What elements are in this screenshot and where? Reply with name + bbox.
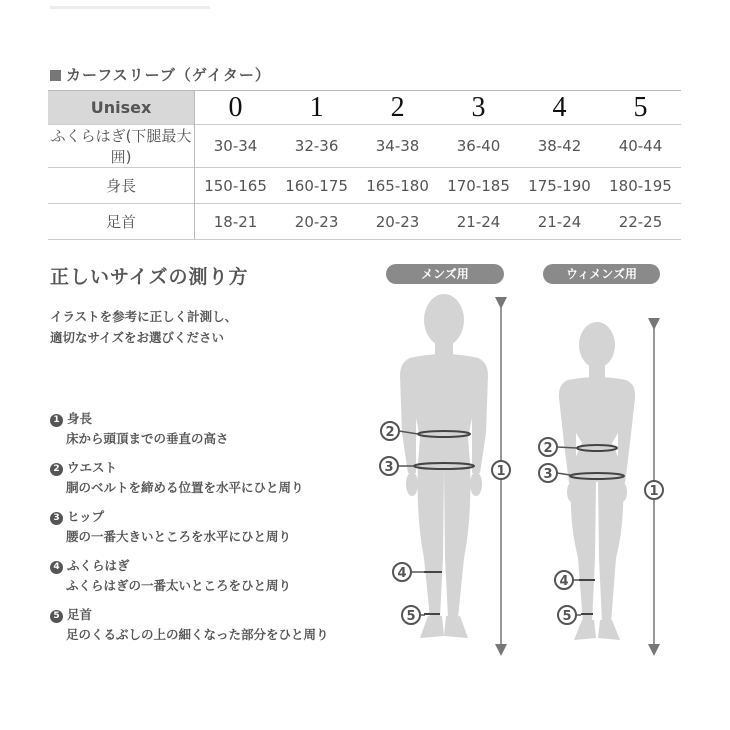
howto-title: 正しいサイズの測り方 — [50, 266, 249, 288]
marker-label: 4 — [559, 574, 569, 589]
table-cell: 20-23 — [276, 204, 357, 240]
marker-1-icon — [645, 481, 663, 499]
number-3-icon: 3 — [50, 512, 63, 525]
table-cell: 21-24 — [519, 204, 600, 240]
howto-intro — [50, 306, 237, 348]
table-cell: 150-165 — [195, 168, 277, 204]
measure-item-heading — [50, 606, 380, 624]
marker-label: 4 — [397, 566, 407, 581]
table-cell: 175-190 — [519, 168, 600, 204]
size-header-row — [48, 91, 681, 125]
size-1-header: 1 — [276, 91, 357, 125]
table-cell: 32-36 — [276, 125, 357, 168]
measure-item-desc: 胴のベルトを締める位置を水平にひと周り — [66, 480, 304, 495]
top-decoration — [50, 6, 210, 9]
size-5-header: 5 — [600, 91, 681, 125]
row-label-ankle: 足首 — [48, 204, 195, 240]
intro-line: 適切なサイズをお選びください — [50, 330, 225, 345]
number-5-icon: 5 — [50, 610, 63, 623]
measure-item-title: ウエスト — [67, 460, 118, 475]
section-title — [50, 64, 271, 85]
measure-item-title: 足首 — [67, 607, 93, 622]
table-row-height — [48, 168, 681, 204]
measure-item-title: ヒップ — [67, 509, 105, 524]
size-4-header: 4 — [519, 91, 600, 125]
table-cell: 40-44 — [600, 125, 681, 168]
measure-item-waist — [50, 459, 380, 499]
unisex-header-cell: Unisex — [48, 91, 195, 125]
measure-item-desc: 足のくるぶしの上の細くなった部分をひと周り — [66, 627, 329, 642]
table-cell: 20-23 — [357, 204, 438, 240]
size-2-header: 2 — [357, 91, 438, 125]
marker-label: 2 — [543, 441, 553, 456]
table-cell: 34-38 — [357, 125, 438, 168]
table-cell: 36-40 — [438, 125, 519, 168]
measure-item-heading — [50, 557, 380, 575]
marker-label: 3 — [384, 460, 394, 475]
measurement-figures — [360, 258, 700, 678]
size-table — [48, 90, 681, 240]
measure-item-calf — [50, 557, 380, 597]
marker-5-icon — [402, 606, 425, 624]
measure-item-title: ふくらはぎ — [67, 558, 130, 573]
measure-item-heading — [50, 410, 380, 428]
number-4-icon: 4 — [50, 561, 63, 574]
size-3-header: 3 — [438, 91, 519, 125]
marker-label: 3 — [543, 467, 553, 482]
table-cell: 180-195 — [600, 168, 681, 204]
number-2-icon: 2 — [50, 463, 63, 476]
size-0-header: 0 — [195, 91, 277, 125]
womens-figure — [559, 322, 635, 640]
table-cell: 21-24 — [438, 204, 519, 240]
row-label-calf: ふくらはぎ(下腿最大囲) — [48, 125, 195, 168]
measure-item-heading — [50, 508, 380, 526]
table-row-ankle — [48, 204, 681, 240]
womens-label: ウィメンズ用 — [543, 264, 660, 284]
measure-item-hip — [50, 508, 380, 548]
table-cell: 170-185 — [438, 168, 519, 204]
marker-3-icon — [539, 464, 570, 482]
figures-svg — [360, 258, 700, 678]
measure-item-heading — [50, 459, 380, 477]
mens-label: メンズ用 — [386, 264, 504, 284]
number-1-icon: 1 — [50, 414, 63, 427]
marker-label: 2 — [385, 425, 395, 440]
section-title-text: カーフスリーブ（ゲイター） — [66, 66, 271, 84]
marker-label: 5 — [406, 609, 416, 624]
row-label-height: 身長 — [48, 168, 195, 204]
marker-label: 1 — [649, 484, 659, 499]
table-cell: 22-25 — [600, 204, 681, 240]
marker-5-icon — [558, 606, 581, 624]
measure-item-ankle — [50, 606, 380, 646]
marker-4-icon — [555, 571, 579, 589]
measure-item-desc: 床から頭頂までの垂直の高さ — [66, 431, 229, 446]
measure-item-desc: 腰の一番大きいところを水平にひと周り — [66, 529, 292, 544]
intro-line: イラストを参考に正しく計測し、 — [50, 309, 238, 324]
marker-label: 1 — [496, 464, 506, 479]
measure-item-height — [50, 410, 380, 450]
table-row-calf — [48, 125, 681, 168]
table-cell: 30-34 — [195, 125, 277, 168]
square-bullet-icon — [50, 70, 61, 81]
marker-4-icon — [393, 563, 424, 581]
measure-item-desc: ふくらはぎの一番太いところをひと周り — [66, 578, 292, 593]
marker-1-icon — [492, 461, 510, 479]
table-cell: 160-175 — [276, 168, 357, 204]
table-cell: 38-42 — [519, 125, 600, 168]
measure-item-title: 身長 — [67, 411, 93, 426]
table-cell: 18-21 — [195, 204, 277, 240]
marker-label: 5 — [562, 609, 572, 624]
table-cell: 165-180 — [357, 168, 438, 204]
